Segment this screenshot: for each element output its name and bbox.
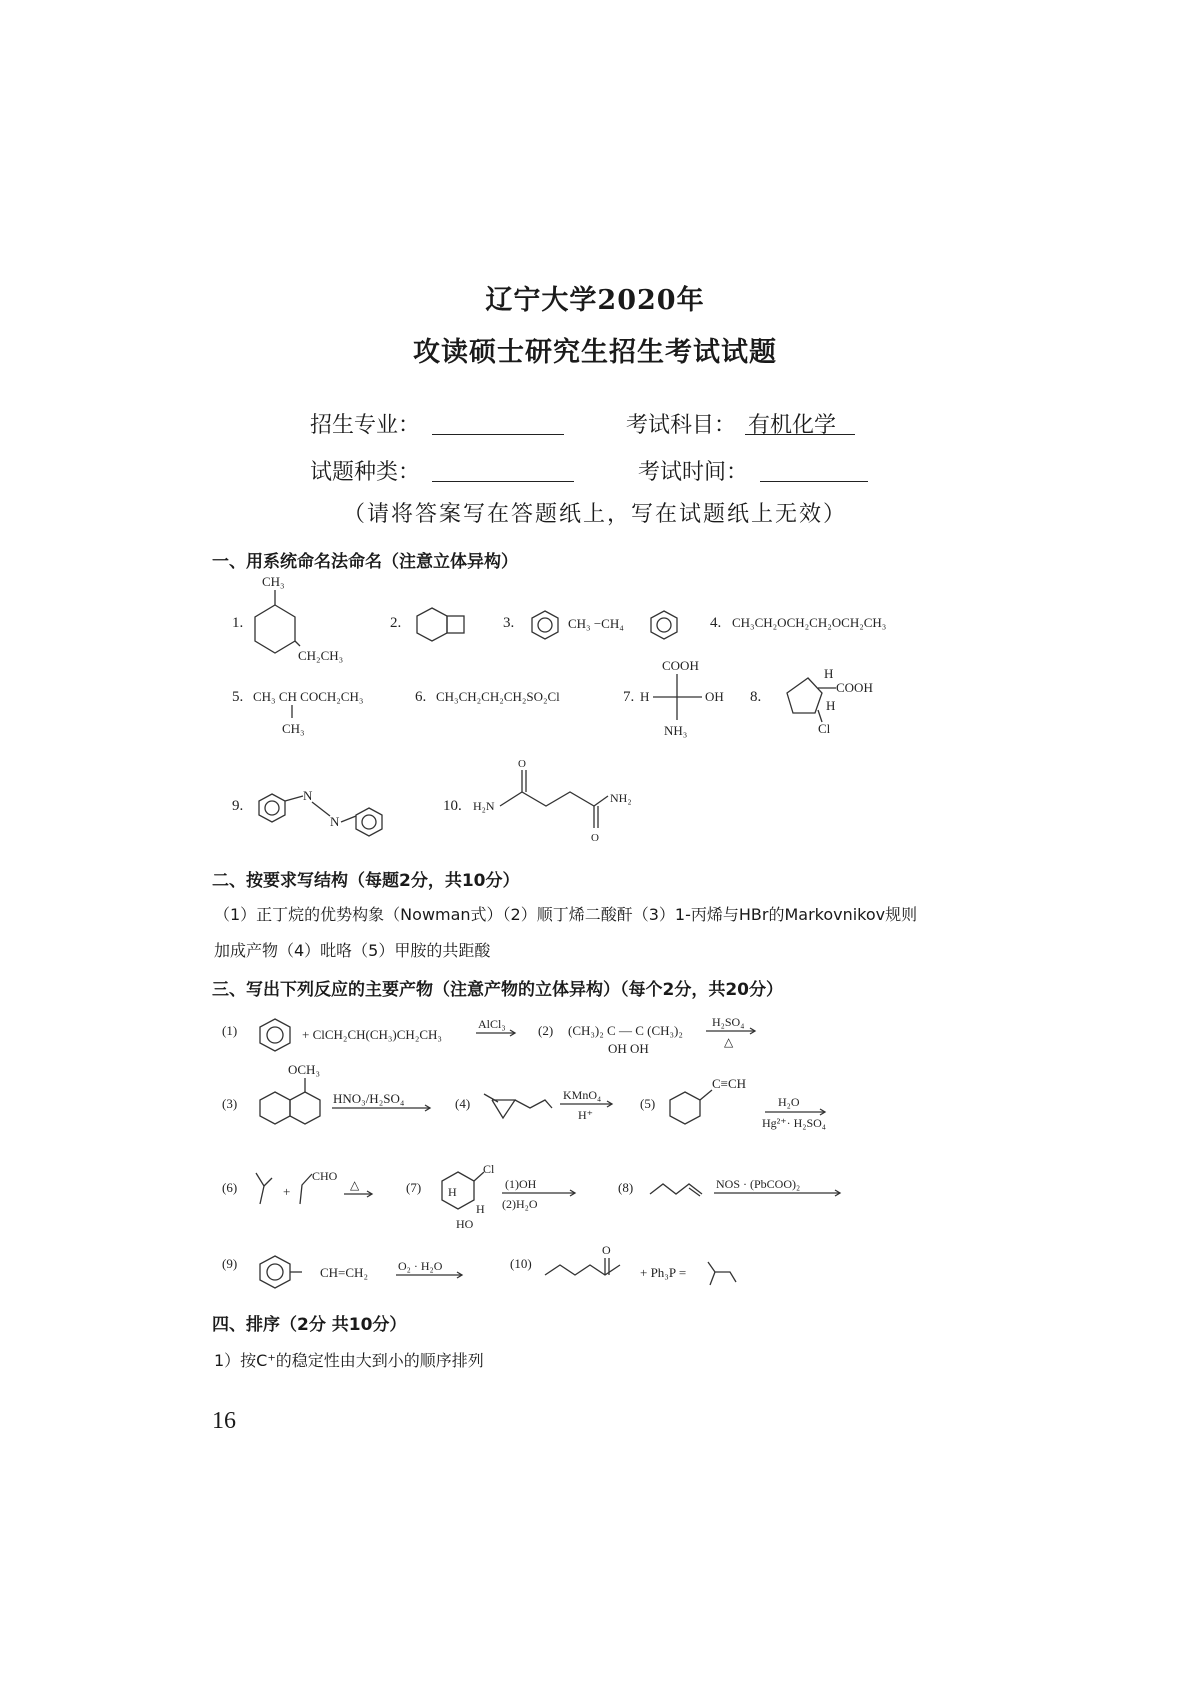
r5-number: (5) [640, 1096, 656, 1111]
r7-ring [442, 1172, 474, 1209]
item9-n1: N [303, 788, 313, 803]
section3-title: 三、写出下列反应的主要产物（注意产物的立体异构）（每个2分，共20分） [212, 980, 783, 1000]
section2-line1: （1）正丁烷的优势构象（Nowman式）（2）顺丁烯二酸酐（3）1-丙烯与HBr的Markovnikov规则 [214, 905, 918, 924]
item1-ch3: CH₃ [262, 574, 285, 589]
item10-h2n: H₂N [473, 799, 495, 813]
section3-reactions [0, 1000, 1190, 1300]
r2-catalyst: H₂SO₄ [712, 1015, 745, 1029]
item8-h2: H [826, 698, 836, 713]
section4-title: 四、排序（2分 共10分） [212, 1315, 407, 1335]
time-label: 考试时间： [638, 460, 749, 485]
item9-ring-right [356, 808, 382, 836]
subject-label: 考试科目： [626, 413, 737, 438]
r6-number: (6) [222, 1180, 238, 1195]
item6-formula: CH₃CH₂CH₂CH₂SO₂Cl [436, 689, 560, 704]
item1-number: 1. [232, 615, 244, 631]
r2-number: (2) [538, 1023, 554, 1038]
r1-catalyst: AlCl₃ [478, 1017, 506, 1031]
item8-cl: Cl [818, 721, 831, 736]
r9-catalyst: O₂ · H₂O [398, 1259, 443, 1273]
item10-number: 10. [443, 798, 462, 814]
item6-number: 6. [415, 689, 427, 705]
r4-number: (4) [455, 1096, 471, 1111]
r1-benzene [260, 1019, 290, 1051]
time-blank [760, 481, 868, 482]
type-blank [432, 481, 574, 482]
major-label: 招生专业： [310, 413, 421, 438]
item8-h1: H [824, 666, 834, 681]
r4-catalyst: KMnO₄ [563, 1088, 602, 1102]
item2-ring [417, 608, 447, 641]
item3-ring-left [532, 611, 558, 639]
item7-oh: OH [705, 689, 724, 704]
r8-catalyst: NOS · (PbCOO)₂ [716, 1177, 801, 1191]
item9-n2: N [330, 814, 340, 829]
r3-och3: OCH₃ [288, 1062, 320, 1077]
item3-ring-right [651, 611, 677, 639]
r7-ho: HO [456, 1217, 474, 1231]
r1-reagent: + ClCH₂CH(CH₃)CH₂CH₃ [302, 1027, 442, 1042]
r3-catalyst: HNO₃/H₂SO₄ [333, 1091, 405, 1106]
r10-reagent: + Ph₃P = [640, 1265, 687, 1280]
r1-number: (1) [222, 1023, 238, 1038]
r5-catalyst2: Hg²⁺· H₂SO₄ [762, 1116, 826, 1130]
r5-catalyst1: H₂O [778, 1095, 800, 1109]
item10-nh2: NH₂ [610, 791, 632, 805]
item10-o1: O [518, 758, 526, 770]
r10-number: (10) [510, 1256, 532, 1271]
exam-title-line2: 攻读硕士研究生招生考试试题 [413, 337, 777, 368]
r7-cl: Cl [483, 1162, 495, 1176]
item9-number: 9. [232, 798, 244, 814]
r2-oh: OH OH [608, 1041, 649, 1056]
item7-h: H [640, 689, 650, 704]
r9-number: (9) [222, 1256, 238, 1271]
r3-ring-right [290, 1092, 320, 1124]
section2-title: 二、按要求写结构（每题2分，共10分） [212, 871, 520, 891]
section4-line1: 1）按C⁺的稳定性由大到小的顺序排列 [214, 1351, 484, 1370]
r7-h2: H [476, 1202, 485, 1216]
item5-number: 5. [232, 689, 244, 705]
exam-title-line1: 辽宁大学2020年 [485, 285, 705, 316]
r7-h1: H [448, 1185, 457, 1199]
r2-heat: △ [724, 1035, 734, 1049]
item3-number: 3. [503, 615, 515, 631]
item1-ethyl: CH₂CH₃ [298, 648, 344, 663]
r9-benzene [260, 1256, 290, 1288]
subject-value: 有机化学 [748, 413, 837, 438]
item5-formula: CH₃ CH COCH₂CH₃ [253, 689, 364, 704]
r3-number: (3) [222, 1096, 238, 1111]
subject-underline [745, 434, 855, 435]
item2-number: 2. [390, 615, 402, 631]
item4-formula: CH₃CH₂OCH₂CH₂OCH₂CH₃ [732, 615, 887, 630]
item9-ring-left [259, 794, 285, 822]
item4-number: 4. [710, 615, 722, 631]
r5-alkyne: C≡CH [712, 1076, 747, 1091]
item5-ch3: CH₃ [282, 721, 305, 736]
item8-ring [787, 678, 822, 713]
page-number: 16 [212, 1408, 236, 1434]
item7-cooh: COOH [662, 658, 699, 673]
item8-cooh: COOH [836, 680, 873, 695]
r5-ring [670, 1092, 700, 1124]
major-blank [432, 434, 564, 435]
r6-heat: △ [350, 1178, 360, 1192]
r6-plus: + [283, 1184, 291, 1199]
section1-structures [0, 570, 1190, 860]
section2-line2: 加成产物（4）吡咯（5）甲胺的共距酸 [214, 941, 491, 960]
item10-o2: O [591, 832, 599, 844]
item8-number: 8. [750, 689, 762, 705]
r7-catalyst2: (2)H₂O [502, 1197, 538, 1211]
r8-number: (8) [618, 1180, 634, 1195]
section1-title: 一、用系统命名法命名（注意立体异构） [212, 552, 518, 572]
r6-cho: CHO [312, 1169, 338, 1183]
answer-notice: （请将答案写在答题纸上，写在试题纸上无效） [342, 502, 847, 527]
r4-h: H⁺ [578, 1108, 593, 1122]
r7-catalyst1: (1)OH [505, 1177, 537, 1191]
r9-vinyl: CH=CH₂ [320, 1265, 368, 1280]
r2-formula: (CH₃)₂ C — C (CH₃)₂ [568, 1023, 683, 1038]
item7-nh3: NH₃ [664, 723, 688, 738]
item7-number: 7. [623, 689, 635, 705]
r3-ring-left [260, 1092, 290, 1124]
type-label: 试题种类： [310, 460, 421, 485]
item3-chain: CH₃ −CH₄ [568, 616, 624, 631]
r10-o: O [602, 1243, 611, 1257]
item1-ring [255, 605, 295, 653]
r7-number: (7) [406, 1180, 422, 1195]
